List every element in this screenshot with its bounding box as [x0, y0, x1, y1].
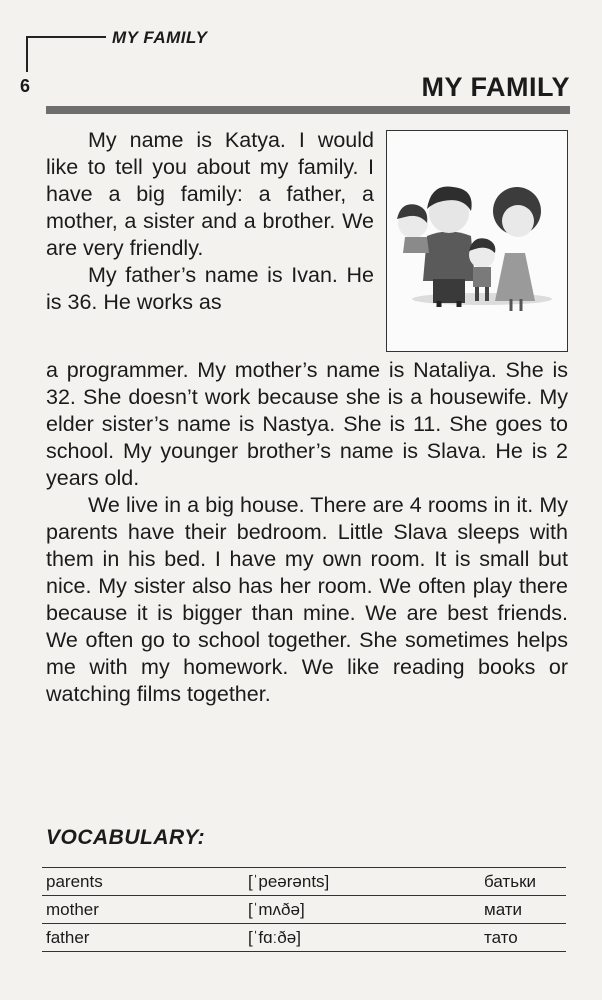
family-illustration: [386, 130, 568, 352]
paragraph-1: My name is Katya. I would like to tell you about my family. I have a big family: a father, a mother, a sister and a brother. We are very friendly.: [46, 128, 374, 260]
paragraph-2-start: My father’s name is Ivan. He is 36. He works as: [46, 263, 374, 314]
vocab-transcription: [ˈfɑːðə]: [200, 924, 442, 952]
story-text-full: [46, 357, 568, 708]
running-head: MY FAMILY: [112, 28, 208, 47]
vocabulary-table: [42, 867, 566, 952]
vocab-translation: тато: [442, 924, 566, 952]
table-row: [42, 896, 566, 924]
title-rule: [46, 106, 570, 114]
vocab-translation: батьки: [442, 868, 566, 896]
table-row: [42, 868, 566, 896]
table-row: [42, 924, 566, 952]
paragraph-2-end: a programmer. My mother’s name is Nataliya. She is 32. She doesn’t work because she is a housewife. My elder sister’s name is Nastya. She is 11. She goes to school. My younger brother’s name is Slava. He is 2 years old.: [46, 358, 568, 490]
corner-line-vertical: [26, 36, 28, 72]
vocab-transcription: [ˈpeərənts]: [200, 868, 442, 896]
page-number: 6: [20, 76, 31, 96]
paragraph-3: We live in a big house. There are 4 rooms in it. My parents have their bedroom. Little Slava sleeps with them in his bed. I have my own room. It is small but nice. My sister also has her room. We often play there because it is bigger than mine. We are best friends. We often go to school together. She sometimes helps me with my homework. We like reading books or watching films together.: [46, 493, 568, 706]
vocab-word: father: [42, 924, 200, 952]
page-title: MY FAMILY: [421, 72, 570, 102]
vocabulary-title: VOCABULARY:: [46, 826, 206, 849]
corner-line-horizontal: [26, 36, 106, 38]
vocab-transcription: [ˈmʌðə]: [200, 896, 442, 924]
family-picture-icon: [387, 131, 567, 351]
vocab-word: parents: [42, 868, 200, 896]
story-text-top: [46, 127, 374, 316]
vocab-word: mother: [42, 896, 200, 924]
vocab-translation: мати: [442, 896, 566, 924]
